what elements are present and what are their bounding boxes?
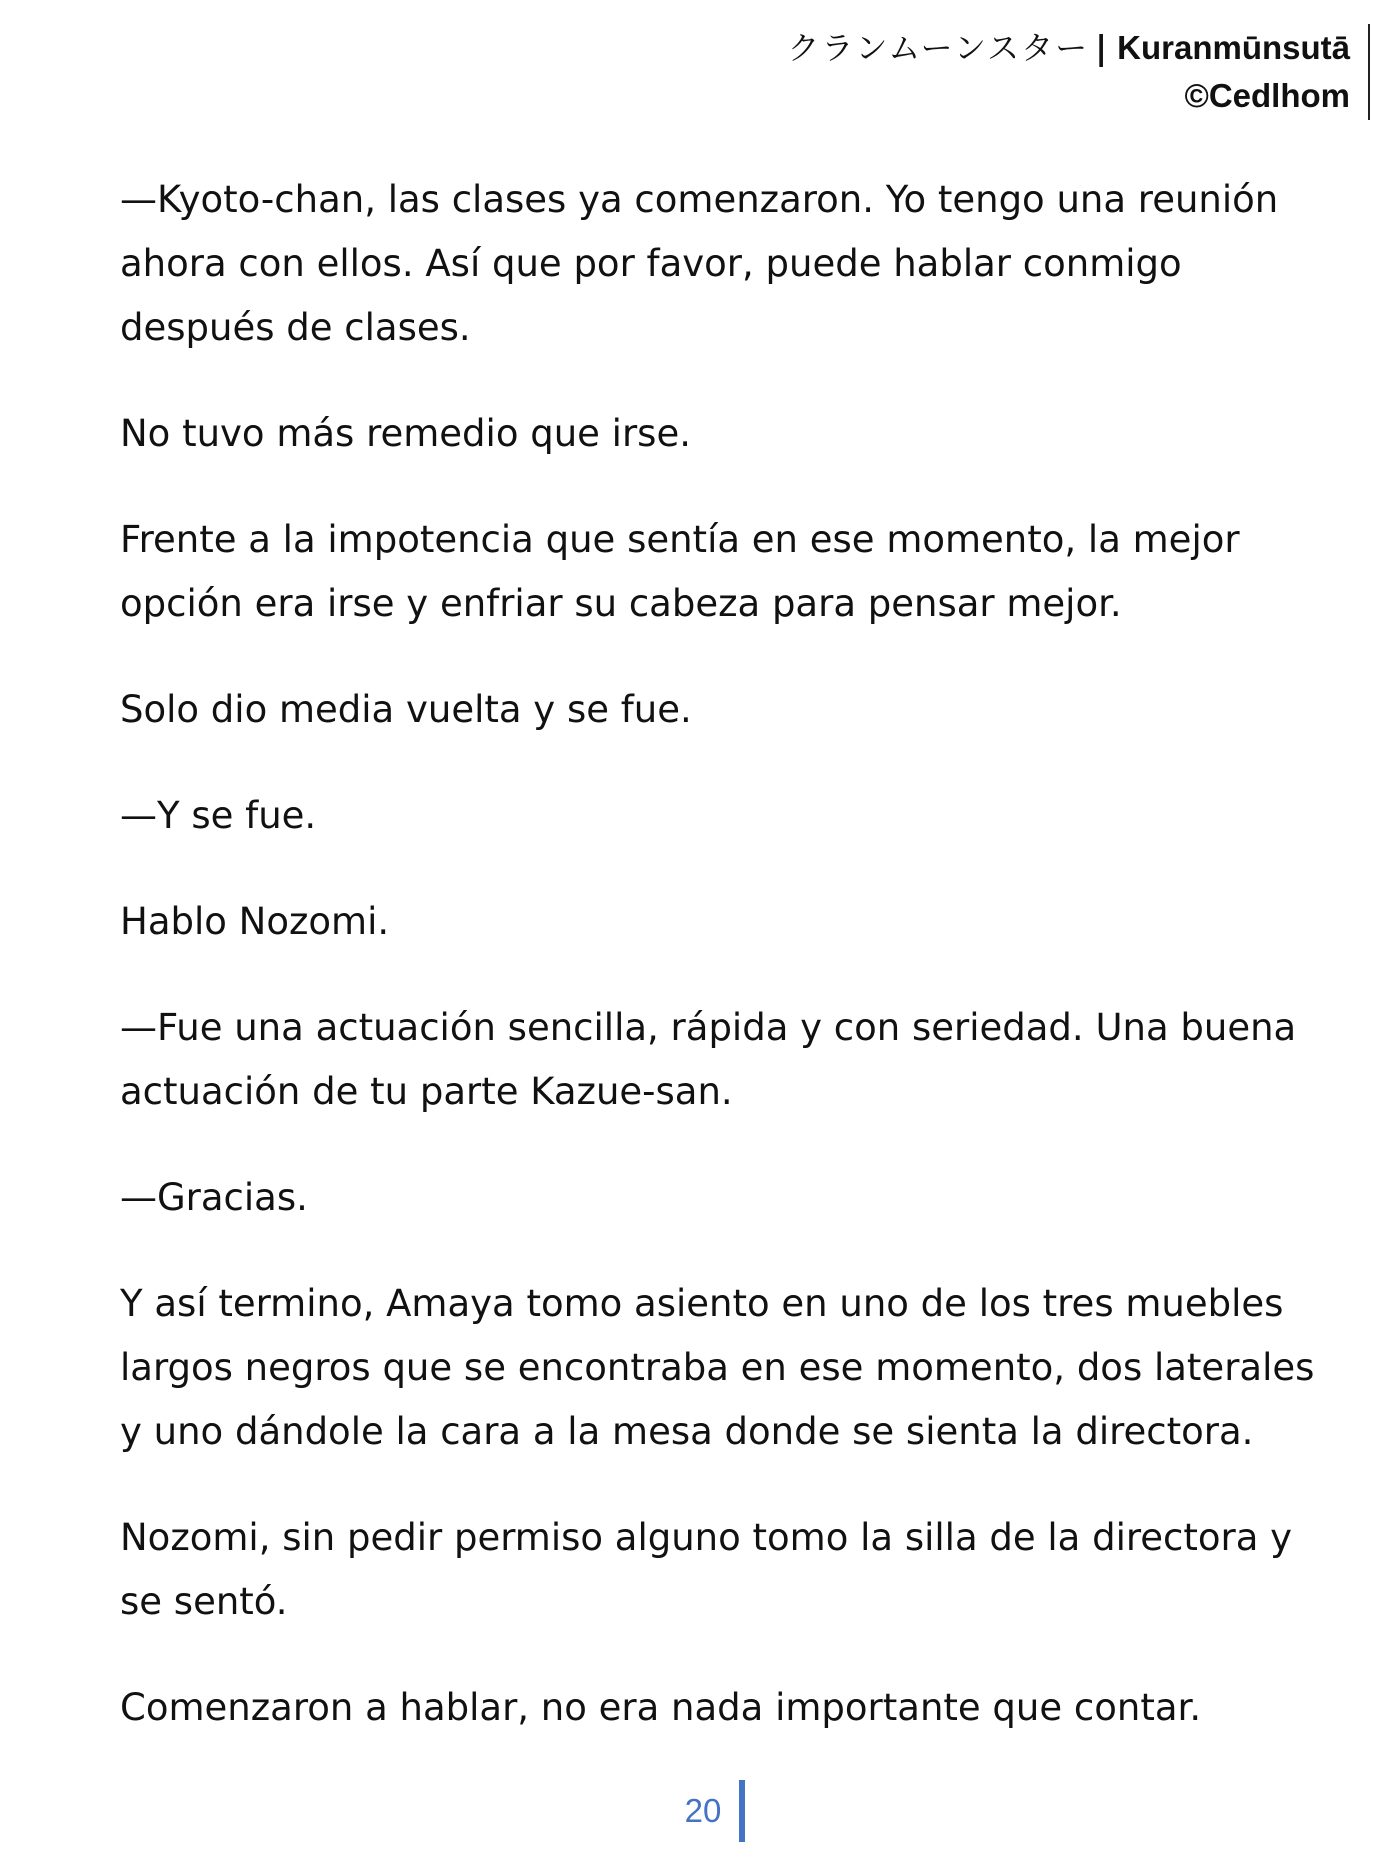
page-number: 20 bbox=[685, 1780, 746, 1842]
paragraph bbox=[120, 890, 1320, 954]
header-separator: | bbox=[1095, 28, 1108, 67]
paragraph bbox=[120, 1272, 1320, 1464]
body-text bbox=[120, 168, 1320, 1782]
header-copyright: ©Cedlhom bbox=[1184, 77, 1350, 114]
paragraph-line: Solo dio media vuelta y se fue. bbox=[120, 688, 692, 731]
running-header bbox=[788, 24, 1370, 120]
paragraph-line: —Kyoto-chan, las clases ya comenzaron. Yo tengo una reunión bbox=[120, 178, 1279, 221]
paragraph-line: largos negros que se encontraba en ese momento, dos laterales bbox=[120, 1346, 1315, 1389]
paragraph-line: se sentó. bbox=[120, 1580, 288, 1623]
paragraph-line: después de clases. bbox=[120, 306, 471, 349]
paragraph-line: actuación de tu parte Kazue-san. bbox=[120, 1070, 733, 1113]
paragraph bbox=[120, 1506, 1320, 1634]
paragraph-line: ahora con ellos. Así que por favor, puede hablar conmigo bbox=[120, 242, 1182, 285]
paragraph bbox=[120, 678, 1320, 742]
paragraph bbox=[120, 1166, 1320, 1230]
paragraph-line: Nozomi, sin pedir permiso alguno tomo la silla de la directora y bbox=[120, 1516, 1293, 1559]
page-footer bbox=[0, 1780, 1400, 1842]
paragraph-line: —Gracias. bbox=[120, 1176, 308, 1219]
paragraph-line: y uno dándole la cara a la mesa donde se sienta la directora. bbox=[120, 1410, 1254, 1453]
header-romaji-title: Kuranmūnsutā bbox=[1117, 29, 1350, 66]
paragraph bbox=[120, 168, 1320, 360]
paragraph bbox=[120, 508, 1320, 636]
header-japanese-title: クランムーンスター bbox=[787, 29, 1090, 67]
paragraph-line: Comenzaron a hablar, no era nada importante que contar. bbox=[120, 1686, 1202, 1729]
paragraph-line: —Fue una actuación sencilla, rápida y con seriedad. Una buena bbox=[120, 1006, 1297, 1049]
header-title-line bbox=[788, 24, 1350, 72]
paragraph-line: opción era irse y enfriar su cabeza para pensar mejor. bbox=[120, 582, 1122, 625]
paragraph bbox=[120, 1676, 1320, 1740]
paragraph bbox=[120, 784, 1320, 848]
paragraph-line: No tuvo más remedio que irse. bbox=[120, 412, 691, 455]
paragraph-line: Frente a la impotencia que sentía en ese momento, la mejor bbox=[120, 518, 1240, 561]
paragraph-line: Y así termino, Amaya tomo asiento en uno de los tres muebles bbox=[120, 1282, 1284, 1325]
paragraph bbox=[120, 402, 1320, 466]
paragraph-line: —Y se fue. bbox=[120, 794, 317, 837]
paragraph bbox=[120, 996, 1320, 1124]
paragraph-line: Hablo Nozomi. bbox=[120, 900, 390, 943]
